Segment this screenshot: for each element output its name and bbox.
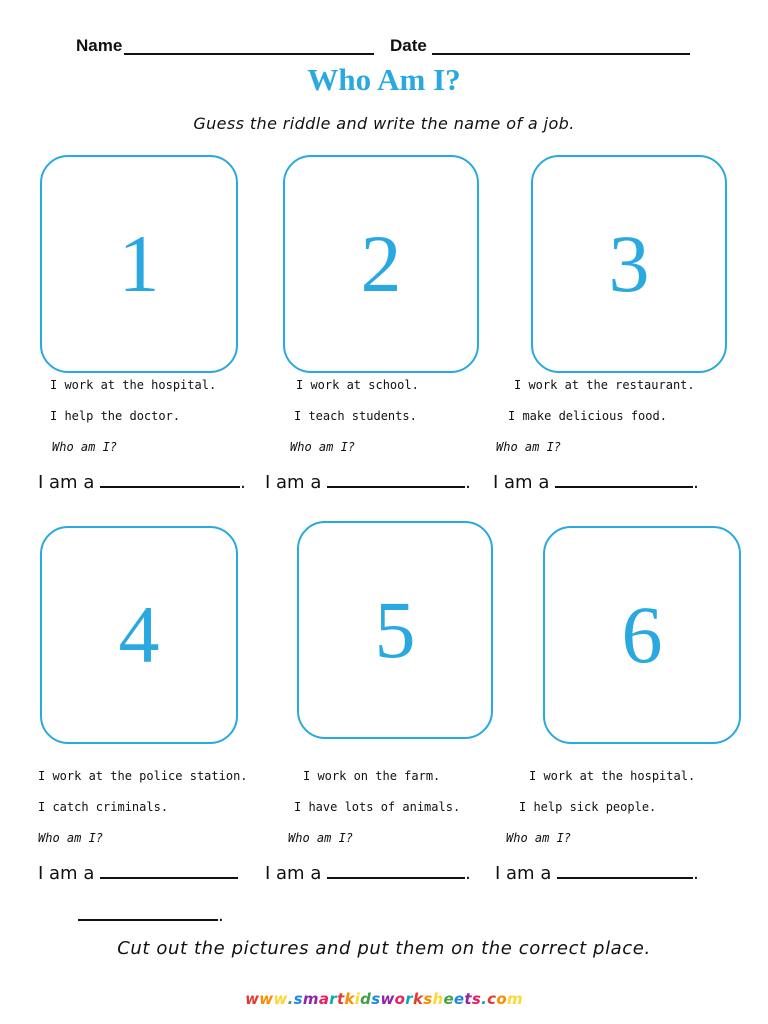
website-link[interactable]: www.smartkidsworksheets.com (245, 990, 523, 1008)
footer-instruction: Cut out the pictures and put them on the correct place. (117, 938, 651, 959)
clue-5-question: Who am I? (288, 831, 354, 845)
date-field[interactable] (432, 36, 690, 55)
picture-box-1[interactable] (40, 155, 238, 373)
answer-prefix: I am a (265, 472, 322, 493)
answer-period: . (465, 863, 471, 884)
answer-period: . (218, 905, 224, 926)
card-number-3: 3 (608, 218, 650, 309)
answer-blank-3[interactable] (555, 470, 693, 488)
answer-blank-6[interactable] (557, 861, 693, 879)
page-title: Who Am I? (307, 62, 461, 97)
answer-line-4 (38, 861, 238, 885)
answer-prefix: I am a (493, 472, 550, 493)
answer-blank-5[interactable] (327, 861, 465, 879)
answer-blank-extra[interactable] (78, 903, 218, 921)
clue-4-line-2: I catch criminals. (38, 800, 169, 814)
name-label: Name (76, 36, 123, 55)
picture-box-3[interactable] (531, 155, 727, 373)
clue-2-question: Who am I? (290, 440, 356, 454)
answer-blank-2[interactable] (327, 470, 465, 488)
answer-period: . (465, 472, 471, 493)
answer-prefix: I am a (38, 863, 95, 884)
clue-1-line-1: I work at the hospital. (50, 378, 217, 392)
picture-box-5[interactable] (297, 521, 493, 739)
picture-box-4[interactable] (40, 526, 238, 744)
picture-box-6[interactable] (543, 526, 741, 744)
answer-blank-1[interactable] (100, 470, 240, 488)
header (0, 36, 768, 58)
clue-5-line-2: I have lots of animals. (294, 800, 461, 814)
answer-line-6 (495, 861, 699, 885)
clue-4-line-1: I work at the police station. (38, 769, 248, 783)
clue-4-question: Who am I? (38, 831, 104, 845)
answer-prefix: I am a (495, 863, 552, 884)
answer-period: . (693, 472, 699, 493)
answer-line-2 (265, 470, 471, 494)
clue-2-line-1: I work at school. (296, 378, 419, 392)
answer-line-3 (493, 470, 699, 494)
website-footer (0, 990, 768, 1008)
answer-period: . (240, 472, 246, 493)
clue-3-line-1: I work at the restaurant. (514, 378, 695, 392)
clue-6-question: Who am I? (506, 831, 572, 845)
clue-3-line-2: I make delicious food. (508, 409, 667, 423)
card-number-4: 4 (118, 589, 160, 680)
card-number-5: 5 (374, 584, 416, 675)
clue-5-line-1: I work on the farm. (303, 769, 441, 783)
date-label: Date (390, 36, 427, 55)
answer-line-extra (78, 903, 224, 927)
clue-1-line-2: I help the doctor. (50, 409, 181, 423)
card-number-6: 6 (621, 589, 663, 680)
card-number-2: 2 (360, 218, 402, 309)
picture-box-2[interactable] (283, 155, 479, 373)
clue-6-line-2: I help sick people. (519, 800, 657, 814)
answer-blank-4[interactable] (100, 861, 238, 879)
card-number-1: 1 (118, 218, 160, 309)
answer-period: . (693, 863, 699, 884)
instruction-text: Guess the riddle and write the name of a job. (193, 114, 575, 133)
answer-prefix: I am a (265, 863, 322, 884)
answer-line-1 (38, 470, 246, 494)
clue-1-question: Who am I? (52, 440, 118, 454)
clue-2-line-2: I teach students. (294, 409, 417, 423)
answer-line-5 (265, 861, 471, 885)
clue-3-question: Who am I? (496, 440, 562, 454)
name-field[interactable] (124, 36, 374, 55)
clue-6-line-1: I work at the hospital. (529, 769, 696, 783)
answer-prefix: I am a (38, 472, 95, 493)
